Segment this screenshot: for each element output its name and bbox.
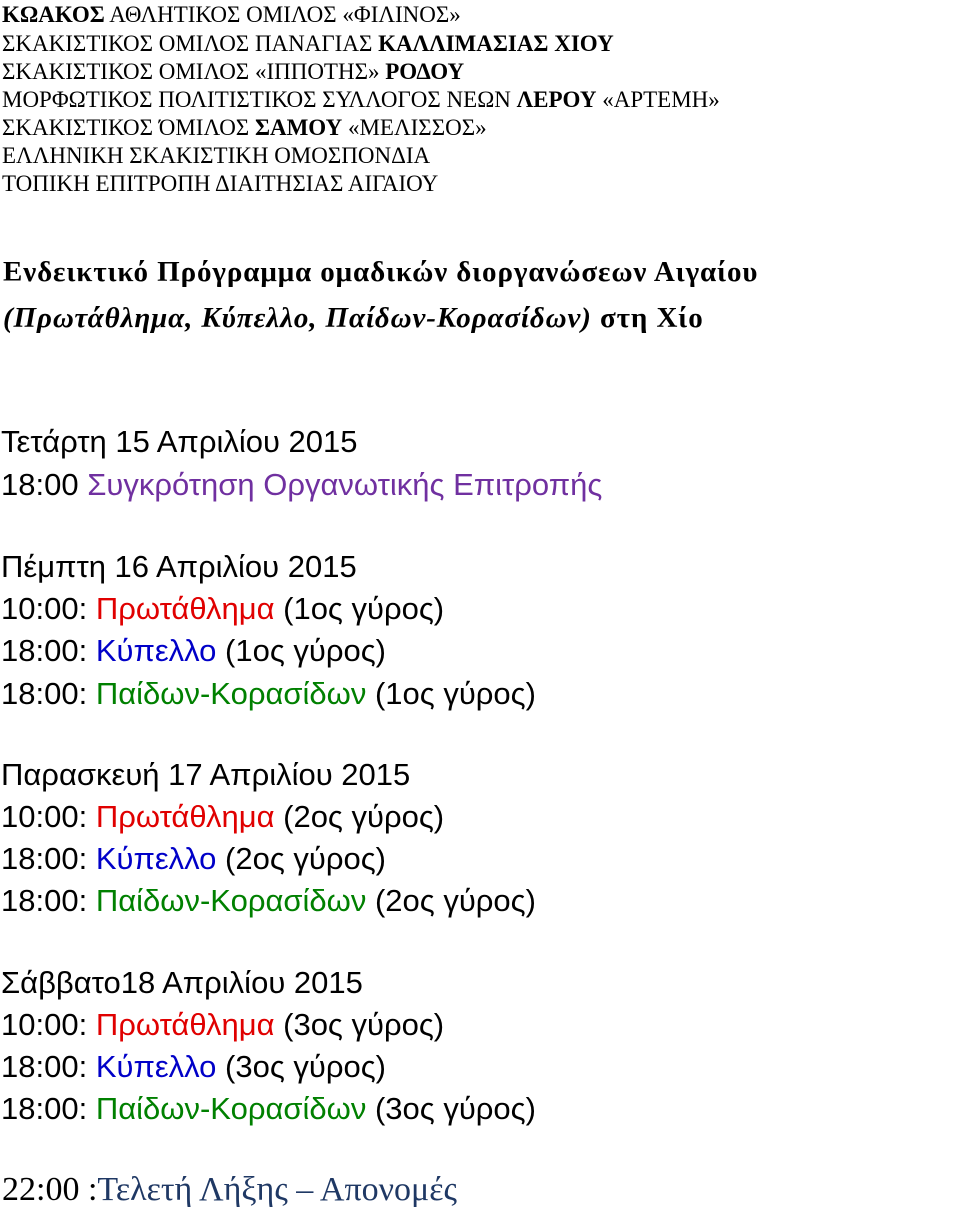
organizer-3-pre: ΣΚΑΚΙΣΤΙΚΟΣ ΟΜΙΛΟΣ «ΙΠΠΟΤΗΣ» [2,59,386,84]
event-time: 18:00: [1,633,96,668]
day-3-date: Παρασκευή 17 Απριλίου 2015 [1,757,411,792]
event-round: (1ος γύρος) [216,633,386,668]
organizer-line-6 [2,141,430,170]
event-time: 18:00: [1,1091,96,1126]
event-name: Κύπελλο [95,1049,217,1084]
event-name: Πρωτάθλημα [95,799,275,834]
event-round: (2ος γύρος) [216,841,386,876]
closing-ceremony [2,1170,457,1210]
closing-time: 22:00 : [2,1171,98,1208]
organizer-5-rest: «ΜΕΛΙΣΣΟΣ» [342,115,487,140]
event-name: Παίδων-Κορασίδων [95,883,367,918]
event-round: (2ος γύρος) [274,799,445,834]
day-4-date: Σάββατο18 Απριλίου 2015 [1,965,363,1000]
closing-event: Τελετή Λήξης – Απονομές [97,1171,457,1208]
event-round: (3ος γύρος) [274,1007,445,1042]
day-4-event-3 [1,1091,536,1127]
event-time: 18:00 [1,467,88,502]
day-3-event-2 [1,841,386,877]
day-2-event-2 [1,633,386,669]
organizer-line-2 [2,29,614,58]
event-round: (1ος γύρος) [274,591,445,626]
event-name: Κύπελλο [95,841,217,876]
organizer-5-pre: ΣΚΑΚΙΣΤΙΚΟΣ ΌΜΙΛΟΣ [2,115,255,140]
event-time: 10:00: [1,1007,96,1042]
event-round: (3ος γύρος) [216,1049,386,1084]
event-time: 18:00: [1,883,96,918]
schedule-title-location: στη Χίο [591,302,704,334]
event-round: (1ος γύρος) [366,676,536,711]
organizer-2-pre: ΣΚΑΚΙΣΤΙΚΟΣ ΟΜΙΛΟΣ ΠΑΝΑΓΙΑΣ [2,31,379,56]
organizer-4-rest: «ΑΡΤΕΜΗ» [596,87,720,112]
organizer-3-bold: ΡΟΔΟΥ [385,59,465,84]
day-1-event-1 [1,467,602,503]
event-time: 10:00: [1,591,96,626]
event-name: Συγκρότηση Οργανωτικής Επιτροπής [87,467,603,502]
event-name: Παίδων-Κορασίδων [95,1091,367,1126]
schedule-title-line-2 [3,301,704,335]
event-time: 18:00: [1,676,96,711]
organizer-line-7 [2,169,438,198]
organizer-4-pre: ΜΟΡΦΩΤΙΚΟΣ ΠΟΛΙΤΙΣΤΙΚΟΣ ΣΥΛΛΟΓΟΣ ΝΕΩΝ [2,87,517,112]
day-1-date: Τετάρτη 15 Απριλίου 2015 [1,424,358,459]
event-name: Πρωτάθλημα [95,591,275,626]
event-name: Πρωτάθλημα [95,1007,275,1042]
event-round: (2ος γύρος) [366,883,536,918]
day-2-date: Πέμπτη 16 Απριλίου 2015 [1,549,357,584]
organizer-7-pre: ΤΟΠΙΚΗ ΕΠΙΤΡΟΠΗ ΔΙΑΙΤΗΣΙΑΣ ΑΙΓΑΙΟΥ [2,171,439,196]
day-3-event-3 [1,883,536,919]
event-round: (3ος γύρος) [366,1091,536,1126]
schedule-title-line-1: Ενδεικτικό Πρόγραμμα ομαδικών διοργανώσεων Αιγαίου [3,256,759,288]
organizer-2-bold: ΚΑΛΛΙΜΑΣΙΑΣ ΧΙΟΥ [378,31,614,56]
event-time: 10:00: [1,799,96,834]
day-2-event-3 [1,676,536,712]
organizer-line-3 [2,57,464,86]
schedule-title-competitions: (Πρωτάθλημα, Κύπελλο, Παίδων-Κορασίδων) [3,302,592,334]
event-time: 18:00: [1,1049,96,1084]
event-name: Παίδων-Κορασίδων [95,676,367,711]
day-2-event-1 [1,591,444,627]
day-4-event-2 [1,1049,386,1085]
organizer-6-pre: ΕΛΛΗΝΙΚΗ ΣΚΑΚΙΣΤΙΚΗ ΟΜΟΣΠΟΝΔΙΑ [2,143,431,168]
event-time: 18:00: [1,841,96,876]
organizer-1-bold: ΚΩΑΚΟΣ [2,2,105,27]
day-4-event-1 [1,1007,444,1043]
organizer-1-rest: ΑΘΛΗΤΙΚΟΣ ΟΜΙΛΟΣ «ΦΙΛΙΝΟΣ» [104,2,461,27]
day-3-event-1 [1,799,444,835]
event-name: Κύπελλο [95,633,217,668]
organizer-4-bold: ΛΕΡΟΥ [516,87,597,112]
organizer-line-4 [2,85,720,114]
organizer-5-bold: ΣΑΜΟΥ [254,115,343,140]
organizer-line-5 [2,113,487,142]
organizer-line-1 [2,0,461,29]
